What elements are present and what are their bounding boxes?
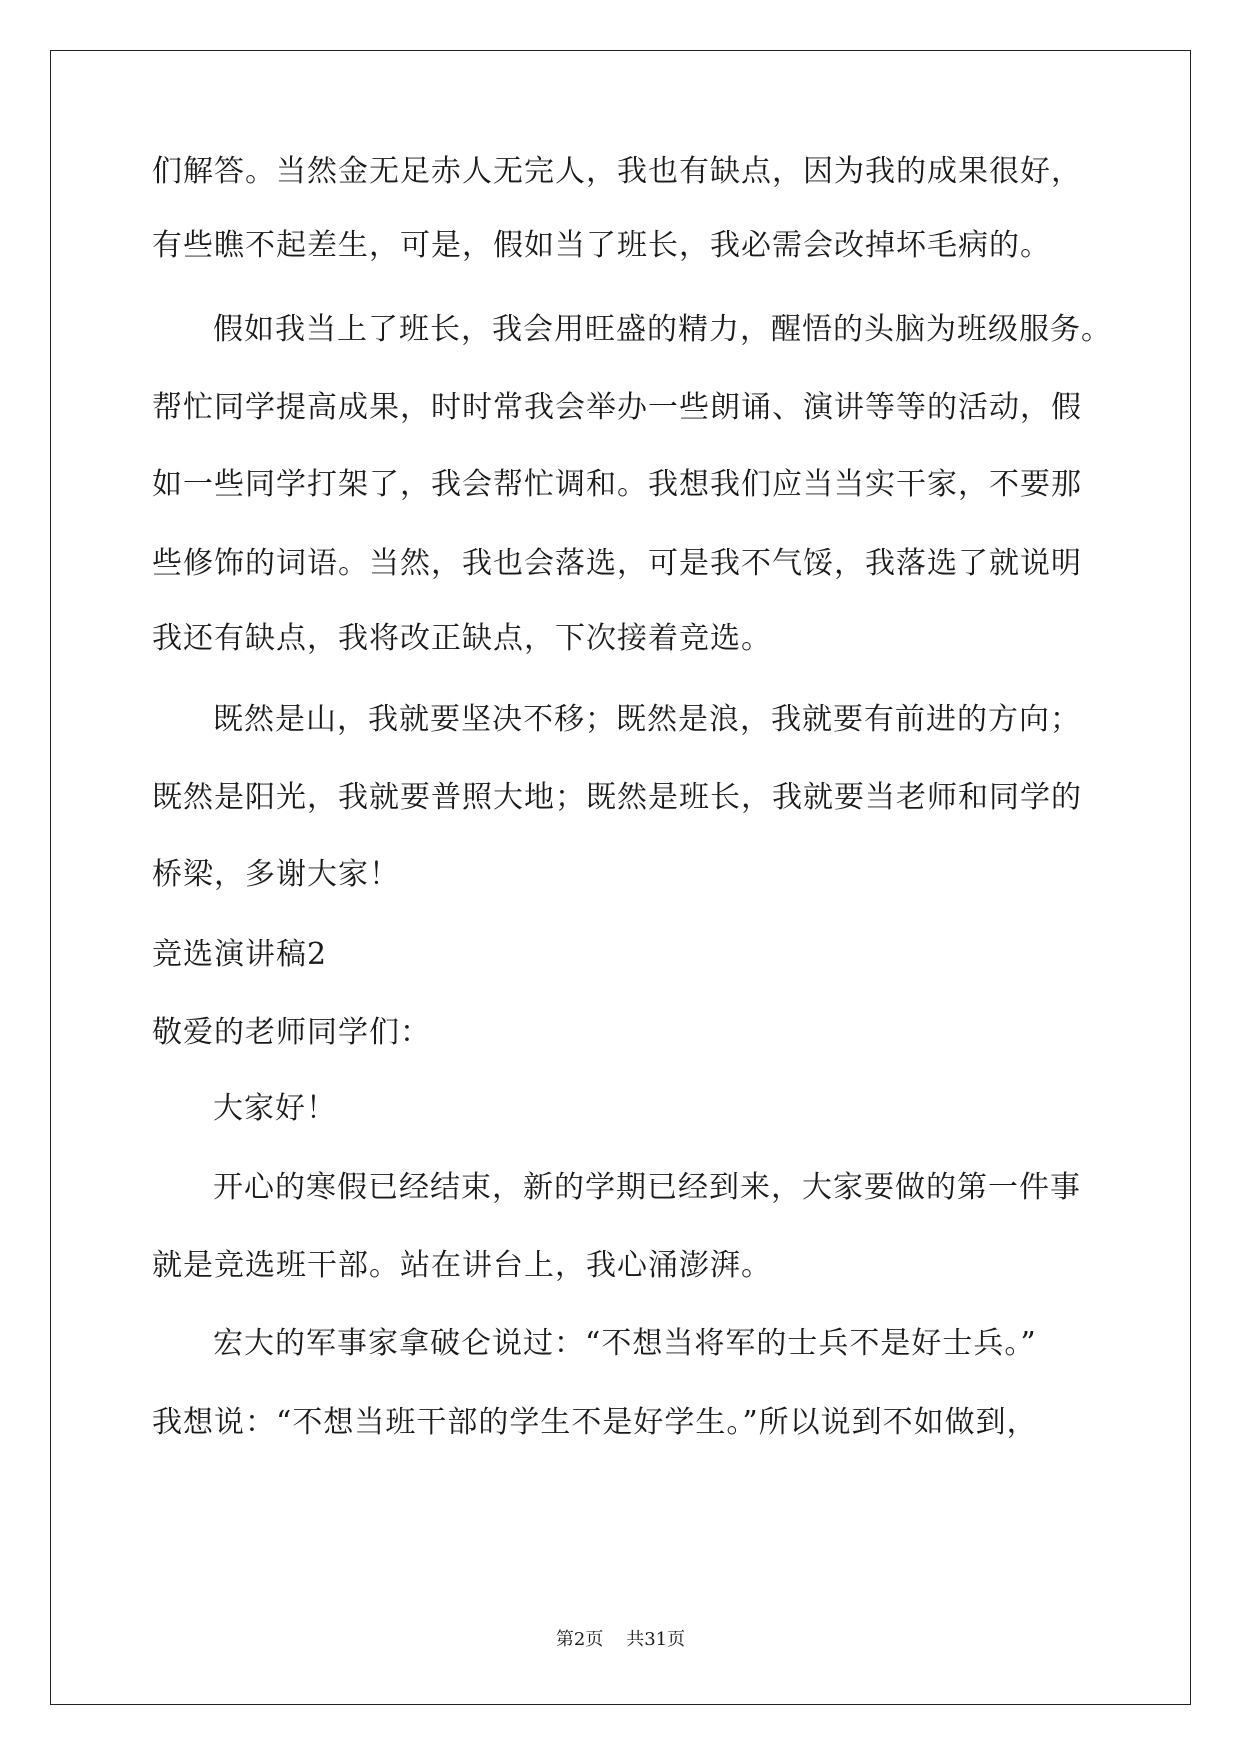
text-line: 就是竞选班干部。站在讲台上，我心涌澎湃。 xyxy=(152,1248,772,1283)
text-line: 有些瞧不起差生，可是，假如当了班长，我必需会改掉坏毛病的。 xyxy=(152,228,1051,263)
text-line: 如一些同学打架了，我会帮忙调和。我想我们应当当实干家，不要那 xyxy=(152,467,1082,502)
paragraph-start-line: 开心的寒假已经结束，新的学期已经到来，大家要做的第一件事 xyxy=(213,1170,1081,1205)
salutation: 敬爱的老师同学们： xyxy=(152,1015,431,1050)
page-number-footer: 第2页 共31页 xyxy=(555,1629,686,1650)
text-line: 桥梁，多谢大家！ xyxy=(152,857,400,892)
text-line: 既然是阳光，我就要普照大地；既然是班长，我就要当老师和同学的 xyxy=(152,780,1082,815)
text-line: 们解答。当然金无足赤人无完人，我也有缺点，因为我的成果很好， xyxy=(152,154,1082,189)
paragraph-start-line: 假如我当上了班长，我会用旺盛的精力，醒悟的头脑为班级服务。 xyxy=(213,312,1112,347)
text-line: 帮忙同学提高成果，时时常我会举办一些朗诵、演讲等等的活动，假 xyxy=(152,390,1082,425)
paragraph-start-line: 既然是山，我就要坚决不移；既然是浪，我就要有前进的方向； xyxy=(213,702,1081,737)
text-line: 些修饰的词语。当然，我也会落选，可是我不气馁，我落选了就说明 xyxy=(152,546,1082,581)
text-line: 我还有缺点，我将改正缺点，下次接着竞选。 xyxy=(152,621,772,656)
text-line: 我想说：“不想当班干部的学生不是好学生。”所以说到不如做到， xyxy=(152,1405,1038,1440)
paragraph-start-line: 宏大的军事家拿破仑说过：“不想当将军的士兵不是好士兵。” xyxy=(213,1326,1037,1361)
section-title: 竞选演讲稿2 xyxy=(152,937,328,972)
greeting: 大家好！ xyxy=(213,1091,337,1126)
